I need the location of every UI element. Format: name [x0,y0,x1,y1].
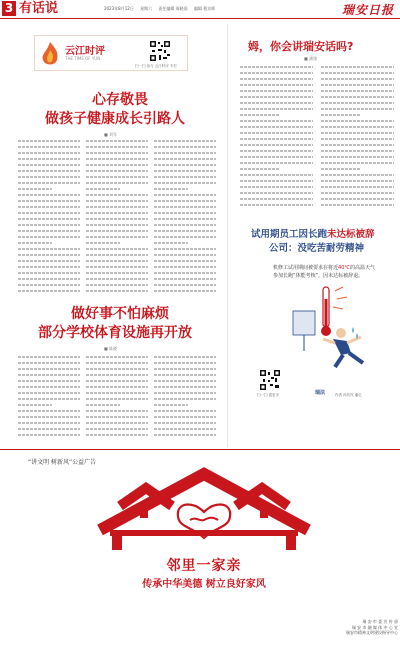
text-line [86,158,148,160]
text-line [321,150,394,152]
text-line [86,218,148,220]
text-line [154,290,216,292]
text-line [18,176,80,178]
text-line [86,206,148,208]
text-line [86,230,148,232]
text-line [18,284,80,286]
article2-col2 [86,356,148,444]
ad-qr-label: 扫一扫 看更多 [257,393,280,397]
article2-byline: ■ 陈晓 [104,346,118,351]
psa-credits [342,619,398,636]
column-banner [34,35,188,71]
text-line [18,236,80,238]
text-line [18,146,80,148]
text-line [18,254,80,256]
text-line [86,182,148,184]
ad-text [273,264,378,280]
text-line [240,198,313,200]
text-line [18,188,52,190]
text-line [154,176,216,178]
text-line [18,158,80,160]
text-line [86,248,148,250]
banner-subtitle: THE TIME OF YUN [65,56,101,61]
text-line [18,140,80,142]
article3-title: 姆，你会讲瑞安话吗? [248,40,354,53]
issue-date: 2023年8月12日 [104,6,134,11]
text-line [18,398,80,400]
text-line [154,410,216,412]
issue-weekday: 星期六 [140,6,153,11]
text-line [86,290,148,292]
text-line [240,72,313,74]
article1-col1 [18,140,80,300]
psa-credit-2: 瑞 安 市 融 媒 体 中 心 宣 [351,624,398,630]
text-line [321,162,394,164]
text-line [18,422,80,424]
text-line [154,356,216,358]
text-line [321,186,394,188]
text-line [321,198,394,200]
column-divider [227,24,228,447]
text-line [154,140,216,142]
text-line [86,194,148,196]
article2-body [18,356,218,444]
text-line [154,416,216,418]
text-line [240,114,280,116]
text-line [18,356,80,358]
text-line [321,174,394,176]
ad-title-prefix: 试用期员工因长跑 [251,229,328,240]
qr-code-icon [259,369,281,391]
newspaper-logo: 瑞安日报 [341,3,394,17]
article1-byline: ■ 刘军 [104,132,118,137]
text-line [18,266,80,268]
text-line [154,434,216,436]
text-line [240,66,313,68]
text-line [240,78,313,80]
text-line [154,158,216,160]
text-line [18,380,80,382]
text-line [321,156,394,158]
text-line [18,404,52,406]
text-line [154,218,216,220]
text-line [86,212,148,214]
page-header [0,0,400,18]
text-line [240,120,313,122]
text-line [18,164,80,166]
article3-col2 [321,66,394,214]
text-line [18,248,80,250]
article3-body [240,66,394,214]
text-line [154,266,216,268]
text-line [154,212,216,214]
text-line [86,422,148,424]
text-line [18,230,80,232]
ad-text-before: 机修工试用期间被要求在将近 [273,265,339,271]
text-line [86,428,148,430]
text-line [321,138,394,140]
text-line [18,194,80,196]
article1-body [18,140,218,300]
text-line [154,242,188,244]
text-line [154,422,216,424]
text-line [86,140,148,142]
text-line [86,410,148,412]
text-line [321,192,394,194]
text-line [154,206,216,208]
ad-credit: 作者 孙玫玫 潘亿 [335,393,362,397]
text-line [321,78,394,80]
text-line [154,278,216,280]
text-line [18,242,52,244]
text-line [154,230,216,232]
ad-title-highlight: 未达标被辞 [327,229,375,240]
text-line [86,284,148,286]
text-line [86,188,120,190]
article2-col1 [18,356,80,444]
psa-credit-3: 瑞安市精神文明建设指导中心 [346,630,398,635]
ad-brand: 瑞法 [315,390,326,396]
text-line [86,164,148,166]
article3-byline: ■ 潘建 [304,56,318,61]
text-line [240,138,313,140]
text-line [18,428,80,430]
text-line [18,386,80,388]
text-line [18,374,80,376]
text-line [86,236,148,238]
text-line [86,380,148,382]
text-line [154,374,216,376]
page-number: 3 [2,1,16,16]
ad-subtitle: 公司：没吃苦耐劳精神 [269,243,365,254]
ad-text-highlight: 40℃ [338,265,350,271]
article2-col3 [154,356,216,444]
ad-title [251,229,375,241]
text-line [240,90,313,92]
text-line [86,266,148,268]
text-line [86,278,148,280]
text-line [18,368,80,370]
text-line [240,186,313,188]
text-line [154,236,216,238]
banner-qr-code[interactable] [149,40,171,62]
text-line [154,170,216,172]
header-meta [104,6,220,12]
article1-col3 [154,140,216,300]
text-line [18,212,80,214]
text-line [154,368,216,370]
psa-rule [0,449,400,450]
text-line [18,410,80,412]
text-line [86,356,148,358]
text-line [18,218,80,220]
text-line [86,242,120,244]
text-line [240,84,313,86]
text-line [154,164,216,166]
text-line [18,152,80,154]
text-line [321,66,394,68]
text-line [18,362,80,364]
text-line [240,204,313,206]
text-line [240,144,313,146]
ad-text-after: 的高温天气参加长跑“体能考核”，因未达标被辞退。 [273,265,376,279]
text-line [18,392,80,394]
psa-slogan: 传承中华美德 树立良好家风 [142,579,266,590]
text-line [240,162,313,164]
law-news-ad [243,217,391,405]
text-line [18,416,80,418]
text-line [321,90,394,92]
text-line [154,272,216,274]
article1-title-line2: 做孩子健康成长引路人 [45,111,185,127]
text-line [240,132,313,134]
text-line [154,248,216,250]
text-line [18,290,80,292]
text-line [86,398,148,400]
text-line [86,368,148,370]
text-line [18,206,80,208]
text-line [18,200,80,202]
banner-qr-label: 扫一扫 参与 云江时评 专栏 [135,64,177,68]
psa-title: 邻里一家亲 [166,558,242,574]
text-line [86,434,148,436]
text-line [240,168,280,170]
flame-logo-icon [39,40,61,68]
text-line [154,182,216,184]
text-line [240,180,313,182]
text-line [240,150,313,152]
text-line [240,102,313,104]
text-line [321,114,361,116]
text-line [154,362,216,364]
text-line [321,96,394,98]
text-line [86,362,148,364]
text-line [86,200,148,202]
text-line [86,386,148,388]
text-line [86,374,148,376]
text-line [154,386,216,388]
text-line [86,260,148,262]
text-line [240,126,313,128]
ad-qr-code[interactable] [259,369,281,391]
text-line [154,224,216,226]
text-line [154,254,216,256]
section-title: 有话说 [19,1,59,16]
psa-credit-1: 瑞 安 市 委 宣 传 部 [362,619,398,624]
text-line [86,404,120,406]
text-line [154,188,188,190]
text-line [154,380,216,382]
text-line [321,102,394,104]
text-line [86,146,148,148]
text-line [240,174,313,176]
text-line [86,272,148,274]
text-line [18,260,80,262]
article3-col1 [240,66,313,214]
text-line [18,224,80,226]
text-line [240,156,313,158]
text-line [86,152,148,154]
text-line [154,194,216,196]
text-line [154,398,216,400]
banner-title: 云江时评 [65,46,105,57]
text-line [86,254,148,256]
text-line [154,428,216,430]
runner-illustration-icon [263,281,383,371]
editor: 编辑 曹京晖 [193,6,216,11]
text-line [321,168,361,170]
text-line [154,404,188,406]
text-line [18,272,80,274]
article2-title-line1: 做好事不怕麻烦 [71,306,169,322]
text-line [321,144,394,146]
text-line [154,146,216,148]
text-line [154,392,216,394]
text-line [321,132,394,134]
text-line [18,434,80,436]
text-line [154,152,216,154]
text-line [86,392,148,394]
header-rule [0,18,400,19]
article2-title-line2: 部分学校体育设施再开放 [38,325,192,341]
text-line [321,180,394,182]
text-line [240,108,313,110]
text-line [18,182,80,184]
text-line [154,284,216,286]
text-line [86,176,148,178]
responsible-editor: 责任编辑 周晓雨 [158,6,188,11]
text-line [154,260,216,262]
text-line [86,224,148,226]
text-line [321,84,394,86]
text-line [321,108,394,110]
text-line [321,72,394,74]
text-line [86,170,148,172]
article1-title-line1: 心存敬畏 [92,92,148,108]
text-line [321,126,394,128]
text-line [18,278,80,280]
article1-col2 [86,140,148,300]
qr-code-icon [149,40,171,62]
text-line [86,416,148,418]
text-line [240,192,313,194]
text-line [240,96,313,98]
text-line [154,200,216,202]
psa-tag: “讲文明 树新风”公益广告 [28,459,97,466]
text-line [18,170,80,172]
text-line [321,120,394,122]
text-line [321,204,394,206]
